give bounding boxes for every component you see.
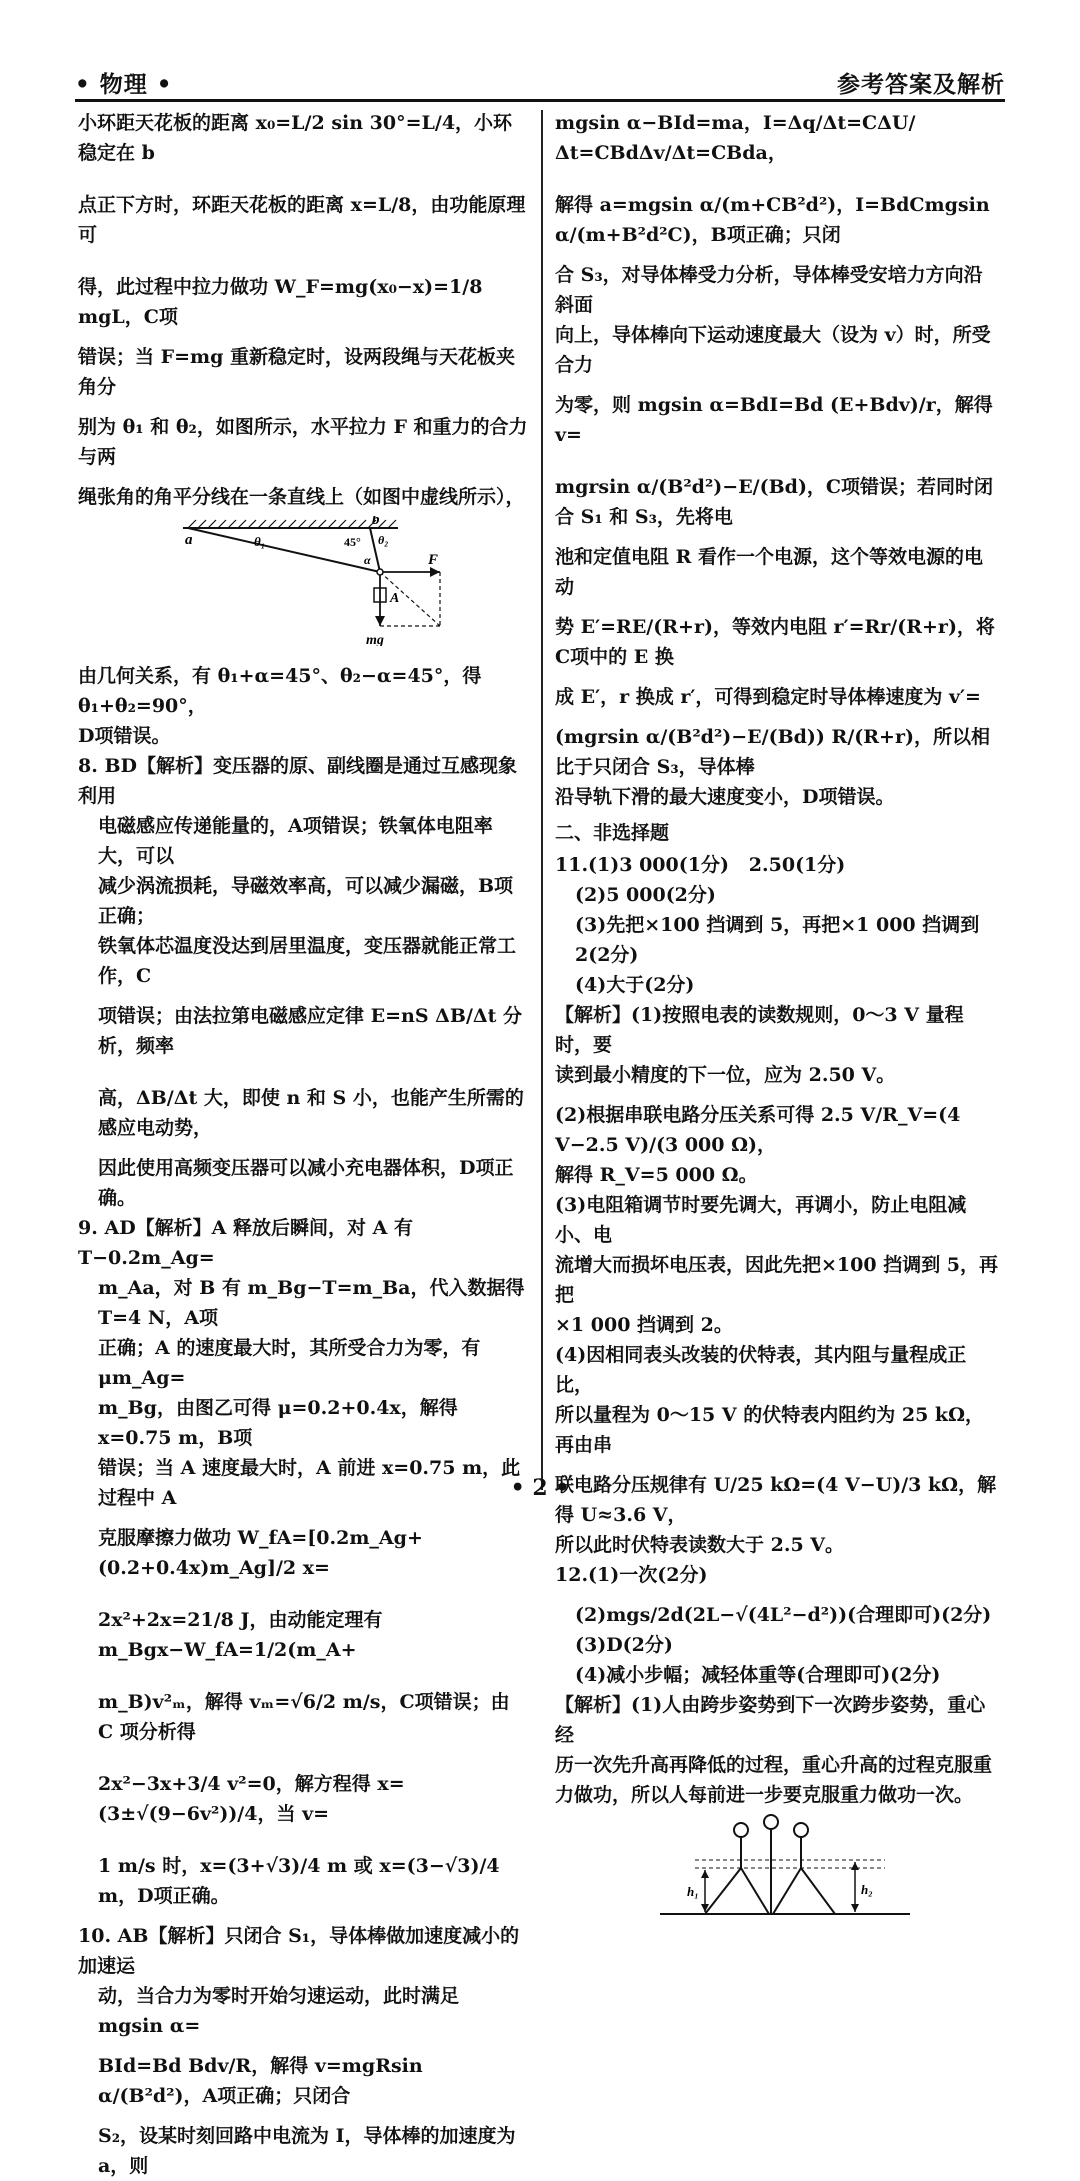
subject-label: • 物理 •: [75, 71, 173, 98]
answer-10-cont-line: (mgrsin α/(B²d²)−E/(Bd)) R/(R+r)，所以相比于只闭合 S₃，导体棒: [555, 726, 990, 778]
header-title: 参考答案及解析: [837, 71, 1005, 98]
label-h1: h₁: [687, 1884, 699, 1899]
answer-11-line: (4)因相同表头改装的伏特表，其内阻与量程成正比，: [555, 1344, 967, 1396]
answer-9-line: 错误；当 A 速度最大时，A 前进 x=0.75 m，此过程中 A: [98, 1457, 521, 1509]
answer-11-line: 【解析】(1)按照电表的读数规则，0～3 V 量程时，要: [555, 1004, 964, 1056]
answer-11-line: 流增大而损坏电压表，因此先把×100 挡调到 5，再把: [555, 1254, 999, 1306]
answer-9-line: 正确；A 的速度最大时，其所受合力为零，有 μm_Ag=: [98, 1337, 487, 1389]
answer-10-cont-line: 向上，导体棒向下运动速度最大（设为 v）时，所受合力: [555, 324, 991, 376]
answer-10-line: S₂，设某时刻回路中电流为 I，导体棒的加速度为 a，则: [98, 2125, 523, 2177]
answer-8-line: 高，ΔB/Δt 大，即使 n 和 S 小，也能产生所需的感应电动势，: [98, 1087, 524, 1139]
text-line: 点正下方时，环距天花板的距离 x=L/8，由功能原理可: [78, 194, 526, 246]
text-line: 小环距天花板的距离 x₀=L/2 sin 30°=L/4，小环稳定在 b: [78, 112, 513, 164]
answer-12-line: (4)减小步幅；减轻体重等(合理即可)(2分): [575, 1664, 941, 1686]
column-divider: [541, 110, 543, 1490]
answer-9-line: 2x²−3x+3/4 v²=0，解方程得 x=(3±√(9−6v²))/4，当 v=: [98, 1773, 405, 1825]
answer-9-line: m_B)v²ₘ，解得 vₘ=√6/2 m/s，C项错误；由 C 项分析得: [98, 1691, 517, 1743]
label-alpha: α: [364, 553, 371, 567]
answer-11-line: ×1 000 挡调到 2。: [555, 1314, 733, 1336]
label-A: A: [390, 591, 400, 606]
label-F: F: [428, 552, 439, 568]
text-line: 错误；当 F=mg 重新稳定时，设两段绳与天花板夹角分: [78, 346, 516, 398]
answer-11-line: (2)5 000(2分): [575, 884, 716, 906]
answer-10-line: BId=Bd Bdv/R，解得 v=mgRsin α/(B²d²)，A项正确；只闭合: [98, 2055, 430, 2107]
walking-diagram: [555, 1814, 1000, 1924]
answer-12-line: (2)mgs/2d(2L−√(4L²−d²))(合理即可)(2分): [575, 1604, 992, 1626]
answer-11-line: (4)大于(2分): [575, 974, 695, 996]
answer-10-cont-line: 为零，则 mgsin α=BdI=Bd (E+Bdv)/r，解得 v=: [555, 394, 1000, 446]
answer-10-cont-line: mgsin α−BId=ma，I=Δq/Δt=CΔU/Δt=CBdΔv/Δt=CBda，: [555, 112, 916, 164]
text-line: D项错误。: [78, 725, 171, 747]
answer-10-cont-line: 沿导轨下滑的最大速度变小，D项错误。: [555, 786, 895, 808]
answer-11-line: 联电路分压规律有 U/25 kΩ=(4 V−U)/3 kΩ，解得 U≈3.6 V，: [555, 1474, 997, 1526]
label-mg: mg: [366, 633, 384, 646]
answer-9-line: 1 m/s 时，x=(3+√3)/4 m 或 x=(3−√3)/4 m，D项正确。: [98, 1855, 507, 1907]
answer-10-cont-line: mgrsin α/(B²d²)−E/(Bd)，C项错误；若同时闭合 S₁ 和 S₃，先将电: [555, 476, 994, 528]
answer-12-line: 力做功，所以人每前进一步要克服重力做功一次。: [555, 1784, 974, 1806]
answer-11-line: (3)电阻箱调节时要先调大，再调小，防止电阻减小、电: [555, 1194, 967, 1246]
answer-11-line: (2)根据串联电路分压关系可得 2.5 V/R_V=(4 V−2.5 V)/(3 000 Ω)，: [555, 1104, 967, 1156]
answer-8-line: 8. BD【解析】变压器的原、副线圈是通过互感现象利用: [78, 755, 517, 807]
label-b: b: [372, 516, 380, 528]
label-h2: h₂: [861, 1882, 873, 1897]
figure-walking-steps: [555, 1814, 1000, 1933]
label-theta2: θ₂: [378, 533, 389, 547]
answer-9-line: m_Bg，由图乙可得 μ=0.2+0.4x，解得 x=0.75 m，B项: [98, 1397, 465, 1449]
answer-11-line: 解得 R_V=5 000 Ω。: [555, 1164, 758, 1186]
page-number: • 2 •: [510, 1475, 570, 1501]
answer-10-line: 动，当合力为零时开始匀速运动，此时满足 mgsin α=: [98, 1985, 466, 2037]
answer-12-line: 12.(1)一次(2分): [555, 1564, 708, 1586]
answer-12-line: (3)D(2分): [575, 1634, 673, 1656]
section-title: 二、非选择题: [555, 822, 670, 844]
answer-10-cont-line: 势 E′=RE/(R+r)，等效内电阻 r′=Rr/(R+r)，将 C项中的 E 换: [555, 616, 1002, 668]
answer-11-line: 11.(1)3 000(1分) 2.50(1分): [555, 854, 846, 876]
text-line: 绳张角的角平分线在一条直线上（如图中虚线所示），: [78, 486, 525, 508]
label-45deg: 45°: [344, 535, 361, 549]
ring-force-diagram: [78, 516, 530, 646]
answer-9-line: 9. AD【解析】A 释放后瞬间，对 A 有 T−0.2m_Ag=: [78, 1217, 420, 1269]
right-column: [555, 108, 1000, 1939]
answer-11-line: 读到最小精度的下一位，应为 2.50 V。: [555, 1064, 896, 1086]
answer-8-line: 因此使用高频变压器可以减小充电器体积，D项正确。: [98, 1157, 514, 1209]
answer-10-cont-line: 合 S₃，对导体棒受力分析，导体棒受安培力方向沿斜面: [555, 264, 983, 316]
answer-8-line: 项错误；由法拉第电磁感应定律 E=nS ΔB/Δt 分析，频率: [98, 1005, 523, 1057]
label-a: a: [185, 532, 193, 548]
header-rule: [75, 99, 1005, 102]
answer-9-line: m_Aa，对 B 有 m_Bg−T=m_Ba，代入数据得 T=4 N，A项: [98, 1277, 532, 1329]
text-line: 别为 θ₁ 和 θ₂，如图所示，水平拉力 F 和重力的合力与两: [78, 416, 528, 468]
answer-8-line: 铁氧体芯温度没达到居里温度，变压器就能正常工作，C: [98, 935, 517, 987]
left-column: [78, 108, 530, 2181]
answer-11-line: (3)先把×100 挡调到 5，再把×1 000 挡调到 2(2分): [575, 914, 986, 966]
answer-9-line: 克服摩擦力做功 W_fA=[0.2m_Ag+(0.2+0.4x)m_Ag]/2 x=: [98, 1527, 423, 1579]
answer-12-line: 历一次先升高再降低的过程，重心升高的过程克服重: [555, 1754, 993, 1776]
answer-8-line: 减少涡流损耗，导磁效率高，可以减少漏磁，B项正确；: [98, 875, 514, 927]
label-theta1: θ₁: [254, 534, 266, 549]
figure-ring-forces: [78, 516, 530, 655]
answer-10-line: 10. AB【解析】只闭合 S₁，导体棒做加速度减小的加速运: [78, 1925, 520, 1977]
answer-11-line: 所以此时伏特表读数大于 2.5 V。: [555, 1534, 845, 1556]
answer-10-cont-line: 解得 a=mgsin α/(m+CB²d²)，I=BdCmgsin α/(m+B²d²C)，B项正确；只闭: [555, 194, 997, 246]
answer-10-cont-line: 池和定值电阻 R 看作一个电源，这个等效电源的电动: [555, 546, 984, 598]
answer-8-line: 电磁感应传递能量的，A项错误；铁氧体电阻率大，可以: [98, 815, 493, 867]
text-line: 由几何关系，有 θ₁+α=45°、θ₂−α=45°，得 θ₁+θ₂=90°，: [78, 665, 489, 717]
answer-11-line: 所以量程为 0～15 V 的伏特表内阻约为 25 kΩ，再由串: [555, 1404, 984, 1456]
answer-9-line: 2x²+2x=21/8 J，由动能定理有 m_Bgx−W_fA=1/2(m_A+: [98, 1609, 390, 1661]
text-line: 得，此过程中拉力做功 W_F=mg(x₀−x)=1/8 mgL，C项: [78, 276, 490, 328]
answer-10-cont-line: 成 E′，r 换成 r′，可得到稳定时导体棒速度为 v′=: [555, 686, 981, 708]
page-header: [75, 62, 1005, 102]
answer-12-line: 【解析】(1)人由跨步姿势到下一次跨步姿势，重心经: [555, 1694, 986, 1746]
